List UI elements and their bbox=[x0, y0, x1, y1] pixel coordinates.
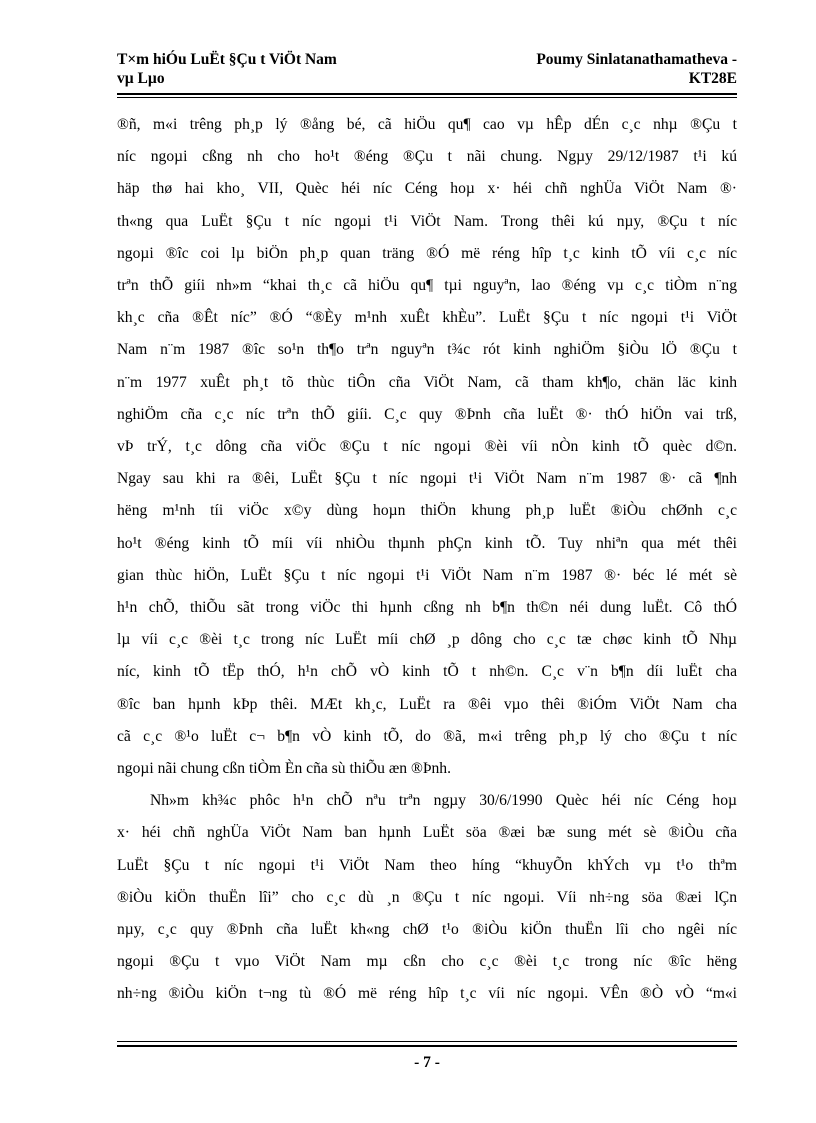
text-line: ®iÒu kiÖn thuËn lîi” cho c¸c dù ¸n ®Çu t níc ngoµi. Víi nh÷ng söa ®æi lÇn bbox=[117, 888, 737, 906]
header-rule-thick bbox=[117, 93, 737, 95]
text-line: ngoµi nãi chung cßn tiÒm Èn cña sù thiÕu æn ®Þnh. bbox=[117, 760, 451, 778]
text-line: ho¹t ®éng kinh tÕ míi víi nhiÒu thµnh phÇn kinh tÕ. Tuy nhiªn qua mét thêi bbox=[117, 534, 737, 552]
text-line: x· héi chñ nghÜa ViÖt Nam ban hµnh LuËt söa ®æi bæ sung mét sè ®iÒu cña bbox=[117, 824, 737, 842]
text-line: vÞ trÝ, t¸c dông cña viÖc ®Çu t níc ngoµi ®èi víi nÒn kinh tÕ quèc d©n. bbox=[117, 438, 737, 456]
text-line: ®îc ban hµnh kÞp thêi. MÆt kh¸c, LuËt ra ®êi vµo thêi ®iÓm ViÖt Nam cha bbox=[117, 695, 737, 713]
text-line: ngoµi ®îc coi lµ biÖn ph¸p quan träng ®Ó më réng hîp t¸c kinh tÕ víi c¸c níc bbox=[117, 244, 737, 262]
text-line: níc, kinh tÕ tËp thÓ, h¹n chÕ vÒ kinh tÕ t nh©n. C¸c v¨n b¶n díi luËt cha bbox=[117, 663, 737, 681]
text-line: níc ngoµi cßng nh cho ho¹t ®éng ®Çu t nãi chung. Ngµy 29/12/1987 t¹i kú bbox=[117, 148, 737, 166]
text-line: Nam n¨m 1987 ®îc so¹n th¶o trªn nguyªn t¾c rót kinh nghiÖm §iÒu lÖ ®Çu t bbox=[117, 341, 737, 359]
header-author-line-2: KT28E bbox=[688, 70, 737, 87]
text-line: lµ víi c¸c ®èi t¸c trong níc LuËt míi chØ ¸p dông cho c¸c tæ chøc kinh tÕ Nhµ bbox=[117, 631, 737, 649]
footer-rule-thick bbox=[117, 1045, 737, 1047]
header-rule-thin bbox=[117, 97, 737, 98]
text-line: ngoµi ®Çu t vµo ViÖt Nam mµ cßn cho c¸c ®èi t¸c trong níc ®îc hëng bbox=[117, 953, 737, 971]
text-line: hëng m¹nh tíi viÖc x©y dùng hoµn thiÖn khung ph¸p luËt ®iÒu chØnh c¸c bbox=[117, 502, 737, 520]
header-title-line-1: T×m hiÓu LuËt §Çu t ViÖt Nam bbox=[117, 51, 337, 68]
text-line: kh¸c cña ®Êt níc” ®Ó “®Èy m¹nh xuÊt khÈu”. LuËt §Çu t níc ngoµi t¹i ViÖt bbox=[117, 309, 737, 327]
text-line: ®ñ, m«i trêng ph¸p lý ®ång bé, cã hiÖu qu¶ cao vµ hÊp dÉn c¸c nhµ ®Çu t bbox=[117, 116, 737, 133]
page-header bbox=[117, 50, 737, 90]
header-author-line-1: Poumy Sinlatanathamatheva - bbox=[536, 51, 737, 68]
header-document-title bbox=[117, 50, 447, 88]
body-text bbox=[117, 109, 737, 1011]
footer-rule-thin bbox=[117, 1041, 737, 1042]
text-line: cã c¸c ®¹o luËt c¬ b¶n vÒ kinh tÕ, do ®ã, m«i trêng ph¸p lý cho ®Çu t níc bbox=[117, 727, 737, 745]
header-author bbox=[447, 50, 737, 88]
text-line: nh÷ng ®iÒu kiÖn t¬ng tù ®Ó më réng hîp t¸c víi níc ngoµi. VÊn ®Ò vÒ “m«i bbox=[117, 985, 737, 1003]
page-number: - 7 - bbox=[414, 1054, 440, 1071]
text-line: häp thø hai kho¸ VII, Quèc héi níc Céng hoµ x· héi chñ nghÜa ViÖt Nam ®· bbox=[117, 180, 737, 198]
text-line: Nh»m kh¾c phôc h¹n chÕ nªu trªn ngµy 30/6/1990 Quèc héi níc Céng hoµ bbox=[150, 792, 737, 810]
text-line: h¹n chÕ, thiÕu sãt trong viÖc thi hµnh cßng nh b¶n th©n néi dung luËt. Cô thÓ bbox=[117, 599, 737, 617]
text-line: Ngay sau khi ra ®êi, LuËt §Çu t níc ngoµi t¹i ViÖt Nam n¨m 1987 ®· cã ¶nh bbox=[117, 470, 737, 488]
header-title-line-2: vµ Lµo bbox=[117, 70, 165, 87]
text-line: gian thùc hiÖn, LuËt §Çu t níc ngoµi t¹i ViÖt Nam n¨m 1987 ®· béc lé mét sè bbox=[117, 566, 737, 584]
text-line: nghiÖm cña c¸c níc trªn thÕ giíi. C¸c quy ®Þnh cña luËt ®· thÓ hiÖn vai trß, bbox=[117, 405, 737, 423]
text-line: trªn thÕ giíi nh»m “khai th¸c cã hiÖu qu¶ tµi nguyªn, lao ®éng vµ c¸c tiÒm n¨ng bbox=[117, 277, 737, 295]
text-line: nµy, c¸c quy ®Þnh cña luËt kh«ng chØ t¹o ®iÒu kiÖn thuËn lîi cho ngêi níc bbox=[117, 921, 737, 939]
text-line: n¨m 1977 xuÊt ph¸t tõ thùc tiÔn cña ViÖt Nam, cã tham kh¶o, chän läc kinh bbox=[117, 373, 737, 391]
text-line: th«ng qua LuËt §Çu t níc ngoµi t¹i ViÖt Nam. Trong thêi kú nµy, ®Çu t níc bbox=[117, 212, 737, 230]
text-line: LuËt §Çu t níc ngoµi t¹i ViÖt Nam theo híng “khuyÕn khÝch vµ t¹o thªm bbox=[117, 856, 737, 874]
